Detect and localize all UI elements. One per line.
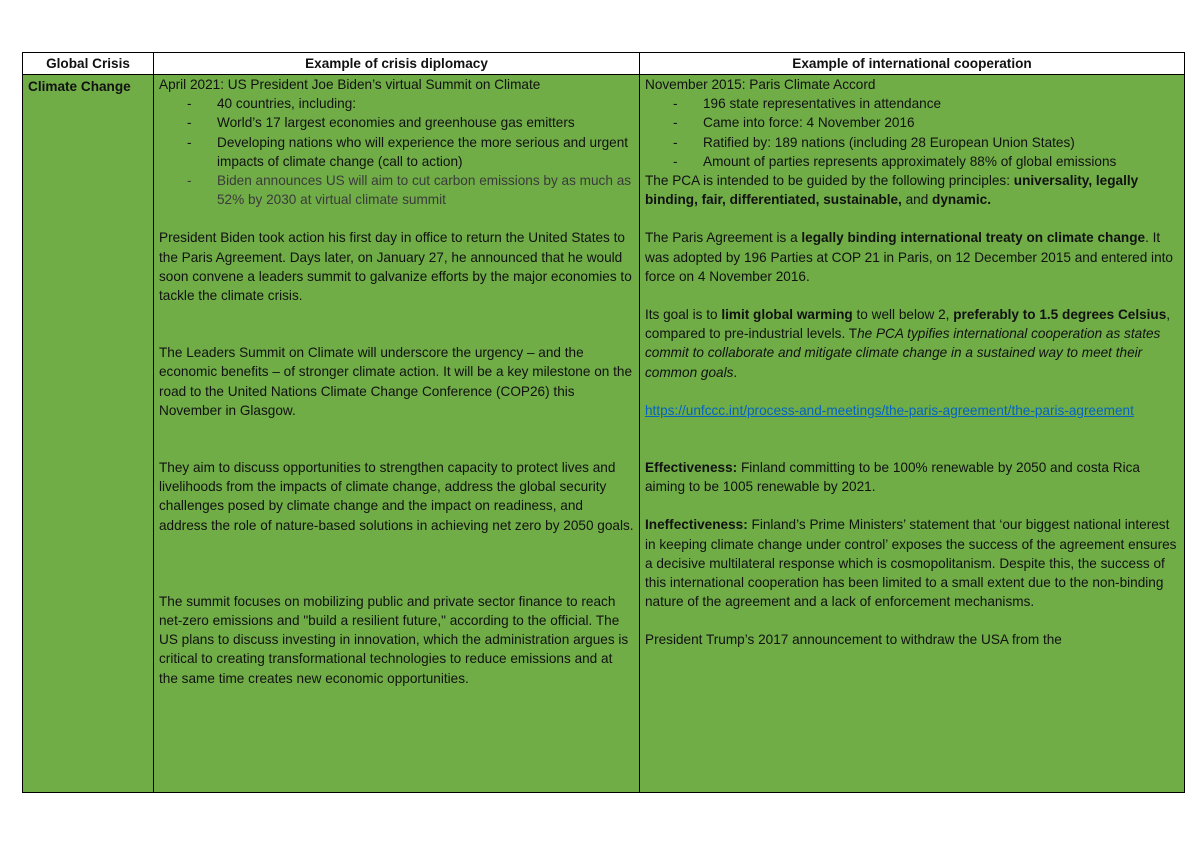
principles-intro: The PCA is intended to be guided by the following principles:	[645, 173, 1010, 189]
unfccc-link[interactable]: https://unfccc.int/process-and-meetings/the-paris-agreement/the-paris-agreement	[645, 402, 1134, 418]
agreement-bold: legally binding international treaty on climate change	[801, 230, 1146, 246]
goal-text: , compared to pre-industrial levels. T	[645, 307, 1171, 342]
ineffectiveness-paragraph	[645, 515, 1179, 611]
header-row	[23, 53, 1185, 75]
header-international-cooperation: Example of international cooperation	[640, 53, 1185, 75]
diplomacy-paragraph: President Biden took action his first day in office to return the United States to the Paris Agreement. Days later, on January 27, he announced that he would soon convene a leaders summit to galvanize efforts by the major economies to tackle the climate crisis.	[159, 230, 632, 304]
diplomacy-cell	[154, 75, 640, 793]
agreement-text: . It was adopted by 196 Parties at COP 21 in Paris, on 12 December 2015 and entered into force on 4 November 2016.	[645, 230, 1173, 284]
crisis-name-cell	[23, 75, 154, 793]
effectiveness-text: Finland committing to be 100% renewable by 2050 and costa Rica aiming to be 1005 renewable by 2021.	[645, 460, 1140, 495]
cooperation-bullet: - Ratified by: 189 nations (including 28 European Union States)	[673, 133, 1179, 152]
crisis-table	[22, 52, 1185, 793]
cooperation-title: November 2015: Paris Climate Accord	[645, 77, 876, 92]
diplomacy-bullet: - Biden announces US will aim to cut carbon emissions by as much as 52% by 2030 at virtual climate summit	[187, 171, 634, 209]
goal-text: Its goal is to	[645, 307, 722, 323]
diplomacy-bullet: - 40 countries, including:	[187, 94, 634, 113]
cooperation-bullet: - Amount of parties represents approximately 88% of global emissions	[673, 152, 1179, 171]
diplomacy-paragraph: The Leaders Summit on Climate will underscore the urgency – and the economic benefits – of stronger climate action. It will be a key milestone on the road to the United Nations Climate Change Conference (COP26) this November in Glasgow.	[159, 345, 633, 418]
goal-bold: limit global warming	[721, 307, 853, 323]
effectiveness-paragraph	[645, 458, 1179, 496]
goal-bold: preferably to 1.5 degrees Celsius	[953, 307, 1167, 323]
ineffectiveness-label: Ineffectiveness:	[645, 517, 748, 533]
link-paragraph	[645, 401, 1179, 420]
goal-text: to well below 2,	[852, 307, 954, 323]
goal-italic: he PCA typifies international cooperation as states commit to collaborate and mitigate climate change in a sustained way to meet their common goals	[645, 326, 1161, 380]
cooperation-bullets	[645, 94, 1179, 171]
diplomacy-paragraph: The summit focuses on mobilizing public and private sector finance to reach net-zero emissions and "build a resilient future," according to the official. The US plans to discuss investing in innovation, which the administration argues is critical to creating transformational technologies to reduce emissions and at the same time creates new economic opportunities.	[159, 593, 629, 686]
climate-change-row	[23, 75, 1185, 793]
diplomacy-title: April 2021: US President Joe Biden’s virtual Summit on Climate	[159, 77, 541, 92]
trump-paragraph: President Trump’s 2017 announcement to withdraw the USA from the	[645, 632, 1062, 648]
principles-list: universality, legally binding, fair, differentiated, sustainable,	[645, 173, 1139, 208]
agreement-paragraph	[645, 228, 1179, 286]
effectiveness-label: Effectiveness:	[645, 460, 738, 476]
cooperation-cell	[640, 75, 1185, 793]
principles-paragraph	[645, 171, 1179, 209]
principles-last: dynamic.	[932, 192, 991, 208]
cooperation-bullet: - 196 state representatives in attendance	[673, 94, 1179, 113]
header-global-crisis: Global Crisis	[23, 53, 154, 75]
diplomacy-bullet: - Developing nations who will experience the more serious and urgent impacts of climate change (call to action)	[187, 133, 634, 171]
cooperation-bullet: - Came into force: 4 November 2016	[673, 113, 1179, 132]
diplomacy-bullets	[159, 94, 634, 209]
agreement-text: The Paris Agreement is a	[645, 230, 802, 246]
crisis-name: Climate Change	[28, 79, 131, 94]
diplomacy-paragraph: They aim to discuss opportunities to strengthen capacity to protect lives and livelihoods from the impacts of climate change, address the global security challenges posed by climate change and the impact on readiness, and address the role of nature-based solutions in achieving net zero by 2050 goals.	[159, 460, 634, 533]
principles-and: and	[901, 192, 933, 208]
goal-paragraph	[645, 305, 1179, 382]
diplomacy-bullet: - World’s 17 largest economies and greenhouse gas emitters	[187, 113, 634, 132]
header-crisis-diplomacy: Example of crisis diplomacy	[154, 53, 640, 75]
ineffectiveness-text: Finland’s Prime Ministers’ statement that ‘our biggest national interest in keeping climate change under control’ exposes the success of the agreement ensures a decisive multilateral response which is cosmopolitanism. Despite this, the success of this international cooperation has been limited to a small extent due to the non-binding nature of the agreement and a lack of enforcement mechanisms.	[645, 517, 1177, 610]
goal-text: .	[733, 364, 738, 380]
